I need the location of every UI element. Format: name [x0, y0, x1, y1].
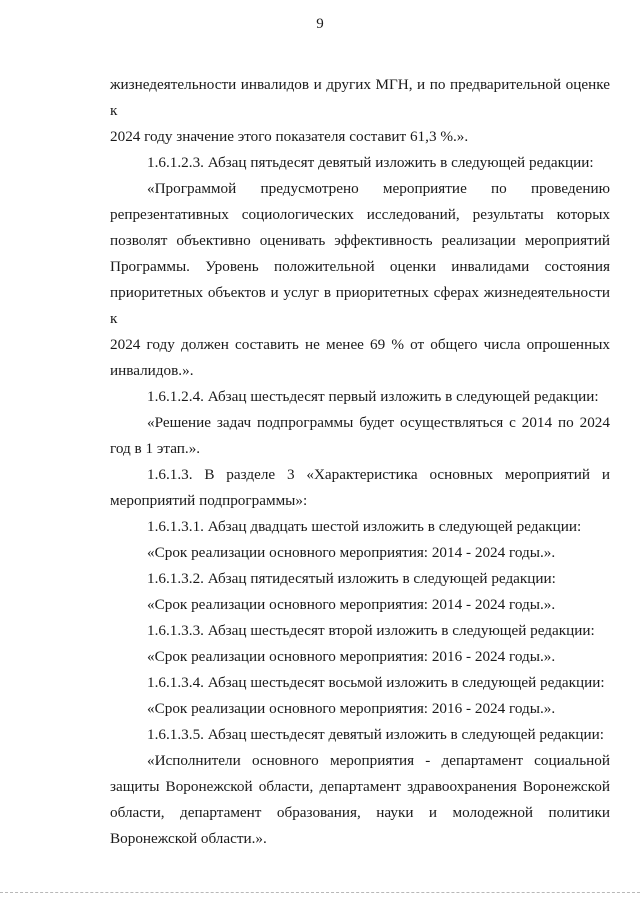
- paragraph-quote: [110, 176, 610, 384]
- text-line: позволят объективно оценивать эффективность реализации мероприятий: [110, 232, 610, 249]
- text-line: 1.6.1.3.4. Абзац шестьдесят восьмой изложить в следующей редакции:: [147, 674, 605, 691]
- document-body: [110, 72, 610, 852]
- text-line: жизнедеятельности инвалидов и других МГН, и по предварительной оценке к: [110, 76, 610, 119]
- text-line: 1.6.1.2.3. Абзац пятьдесят девятый изложить в следующей редакции:: [147, 154, 594, 171]
- text-line: Воронежской области.».: [110, 830, 267, 847]
- text-line: «Срок реализации основного мероприятия: 2016 - 2024 годы.».: [147, 648, 556, 665]
- text-line: Программы. Уровень положительной оценки инвалидами состояния: [110, 258, 610, 275]
- text-line: 1.6.1.2.4. Абзац шестьдесят первый изложить в следующей редакции:: [147, 388, 599, 405]
- paragraph-amendment: [110, 566, 610, 592]
- paragraph-amendment: [110, 722, 610, 748]
- text-line: 1.6.1.3.5. Абзац шестьдесят девятый изложить в следующей редакции:: [147, 726, 604, 743]
- text-line: инвалидов.».: [110, 362, 194, 379]
- paragraph-quote: [110, 540, 610, 566]
- paragraph-quote: [110, 748, 610, 852]
- paragraph-amendment: [110, 670, 610, 696]
- paragraph-amendment: [110, 384, 610, 410]
- scan-edge-line: [0, 892, 640, 894]
- text-line: «Решение задач подпрограммы будет осуществляться с 2014 по 2024: [147, 414, 610, 431]
- text-line: 1.6.1.3.1. Абзац двадцать шестой изложить в следующей редакции:: [147, 518, 582, 535]
- paragraph-amendment: [110, 150, 610, 176]
- paragraph-continuation: [110, 72, 610, 150]
- text-line: 2024 году должен составить не менее 69 % от общего числа опрошенных: [110, 336, 610, 353]
- text-line: «Срок реализации основного мероприятия: 2016 - 2024 годы.».: [147, 700, 556, 717]
- text-line: области, департамент образования, науки и молодежной политики: [110, 804, 610, 821]
- paragraph-quote: [110, 696, 610, 722]
- page-number: 9: [316, 16, 324, 32]
- paragraph-section: [110, 462, 610, 514]
- text-line: год в 1 этап.».: [110, 440, 201, 457]
- text-line: приоритетных объектов и услуг в приоритетных сферах жизнедеятельности к: [110, 284, 610, 327]
- paragraph-amendment: [110, 618, 610, 644]
- text-line: «Срок реализации основного мероприятия: 2014 - 2024 годы.».: [147, 596, 556, 613]
- paragraph-amendment: [110, 514, 610, 540]
- paragraph-quote: [110, 592, 610, 618]
- text-line: «Исполнители основного мероприятия - департамент социальной: [147, 752, 610, 769]
- paragraph-quote: [110, 644, 610, 670]
- text-line: 1.6.1.3.2. Абзац пятидесятый изложить в следующей редакции:: [147, 570, 556, 587]
- text-line: защиты Воронежской области, департамент здравоохранения Воронежской: [110, 778, 610, 795]
- text-line: 1.6.1.3.3. Абзац шестьдесят второй изложить в следующей редакции:: [147, 622, 595, 639]
- text-line: репрезентативных социологических исследований, результаты которых: [110, 206, 610, 223]
- text-line: «Программой предусмотрено мероприятие по проведению: [147, 180, 610, 197]
- text-line: 1.6.1.3. В разделе 3 «Характеристика основных мероприятий и: [147, 466, 610, 483]
- text-line: мероприятий подпрограммы»:: [110, 492, 308, 509]
- paragraph-quote: [110, 410, 610, 462]
- text-line: «Срок реализации основного мероприятия: 2014 - 2024 годы.».: [147, 544, 556, 561]
- text-line: 2024 году значение этого показателя составит 61,3 %.».: [110, 128, 469, 145]
